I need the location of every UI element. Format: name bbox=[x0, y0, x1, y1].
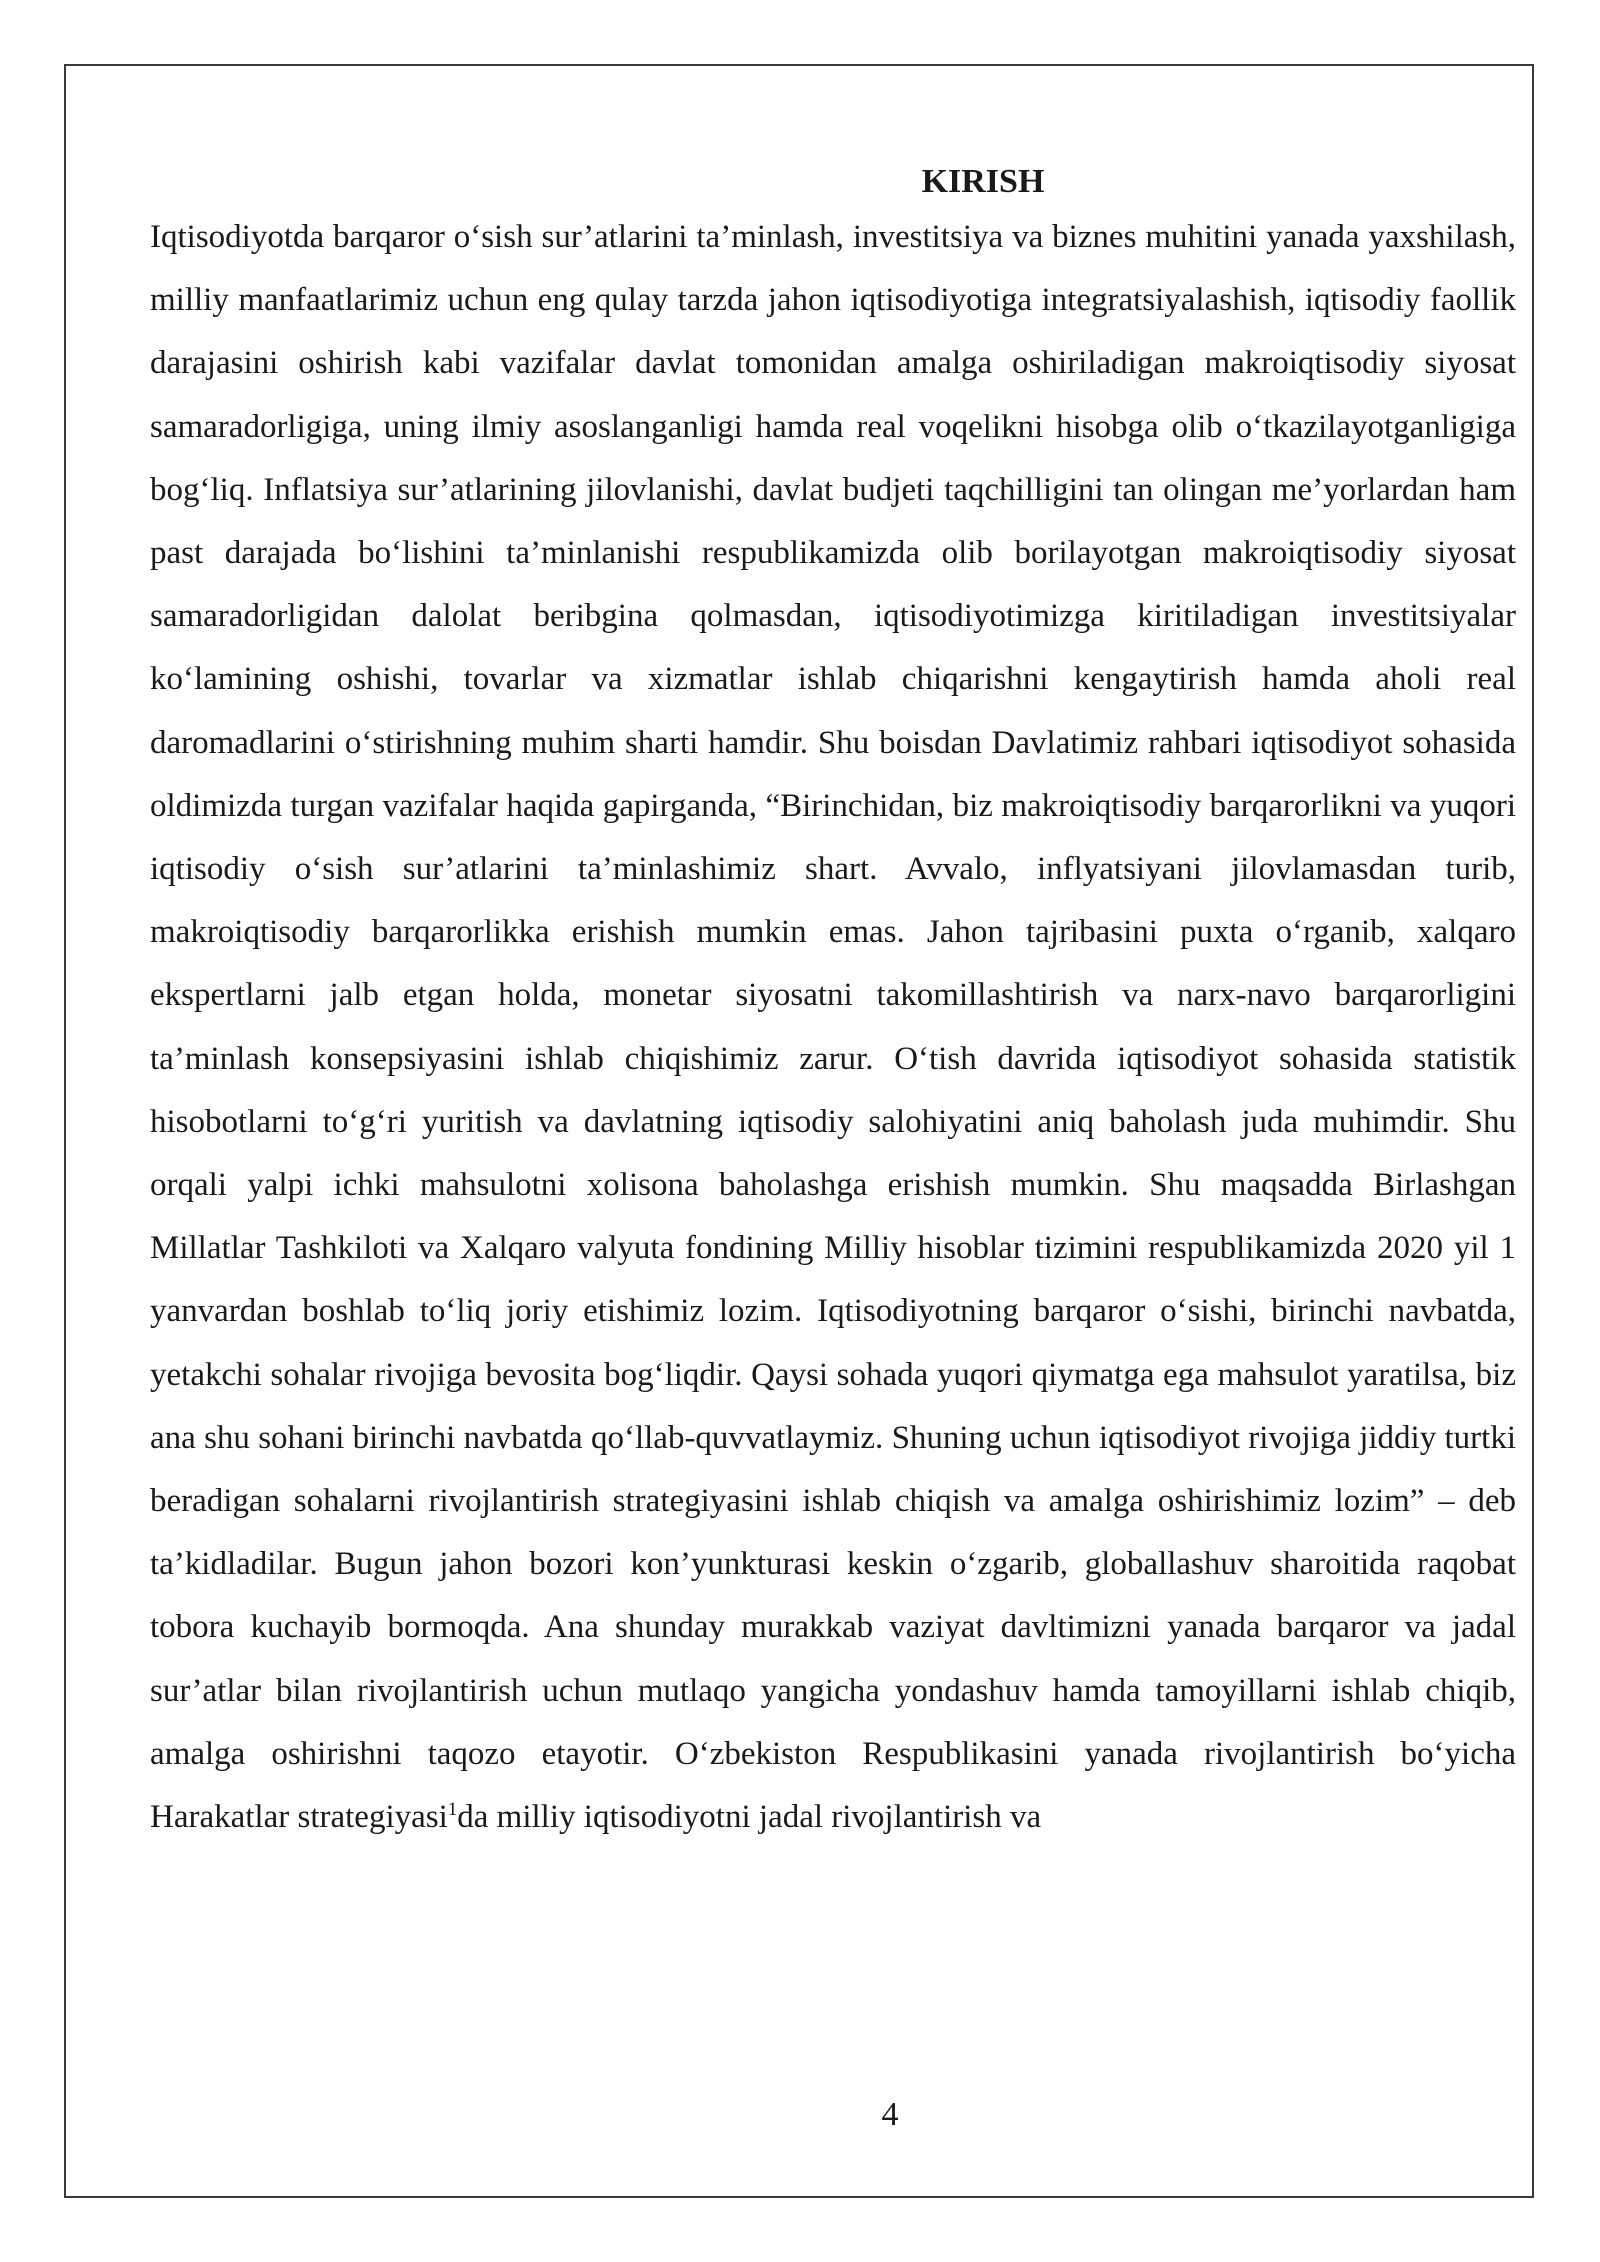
footnote-reference[interactable]: 1 bbox=[447, 1799, 458, 1821]
paragraph-text-tail: da milliy iqtisodiyotni jadal rivojlantirish va bbox=[457, 1799, 1042, 1836]
section-title: KIRISH bbox=[921, 163, 1045, 200]
page-content bbox=[150, 158, 1516, 2058]
body-paragraph bbox=[150, 206, 1516, 1849]
page-number: 4 bbox=[881, 2096, 899, 2133]
paragraph-text: Iqtisodiyotda barqaror o‘sish sur’atlarini ta’minlash, investitsiya va biznes muhitini yanada yaxshilash, milliy manfaatlarimiz uchun eng qulay tarzda jahon iqtisodiyotiga integratsiyalashish, iqtisodiy faollik darajasini oshirish kabi vazifalar davlat tomonidan amalga oshiriladigan makroiqtisodiy siyosat samaradorligiga, uning ilmiy asoslanganligi hamda real voqelikni hisobga olib o‘tkazilayotganligiga bog‘liq. Inflatsiya sur’atlarining jilovlanishi, davlat budjeti taqchilligini tan olingan me’yorlardan ham past darajada bo‘lishini ta’minlanishi respublikamizda olib borilayotgan makroiqtisodiy siyosat samaradorligidan dalolat beribgina qolmasdan, iqtisodiyotimizga kiritiladigan investitsiyalar ko‘lamining oshishi, tovarlar va xizmatlar ishlab chiqarishni kengaytirish hamda aholi real daromadlarini o‘stirishning muhim sharti hamdir. Shu boisdan Davlatimiz rahbari iqtisodiyot sohasida oldimizda turgan vazifalar haqida gapirganda, “Birinchidan, biz makroiqtisodiy barqarorlikni va yuqori iqtisodiy o‘sish sur’atlarini ta’minlashimiz shart. Avvalo, inflyatsiyani jilovlamasdan turib, makroiqtisodiy barqarorlikka erishish mumkin emas. Jahon tajribasini puxta o‘rganib, xalqaro ekspertlarni jalb etgan holda, monetar siyosatni takomillashtirish va narx-navo barqarorligini ta’minlash konsepsiyasini ishlab chiqishimiz zarur. O‘tish davrida iqtisodiyot sohasida statistik hisobotlarni to‘g‘ri yuritish va davlatning iqtisodiy salohiyatini aniq baholash juda muhimdir. Shu orqali yalpi ichki mahsulotni xolisona baholashga erishish mumkin. Shu maqsadda Birlashgan Millatlar Tashkiloti va Xalqaro valyuta fondining Milliy hisoblar tizimini respublikamizda 2020 yil 1 yanvardan boshlab to‘liq joriy etishimiz lozim. Iqtisodiyotning barqaror o‘sishi, birinchi navbatda, yetakchi sohalar rivojiga bevosita bog‘liqdir. Qaysi sohada yuqori qiymatga ega mahsulot yaratilsa, biz ana shu sohani birinchi navbatda qo‘llab-quvvatlaymiz. Shuning uchun iqtisodiyot rivojiga jiddiy turtki beradigan sohalarni rivojlantirish strategiyasini ishlab chiqish va amalga oshirishimiz lozim” – deb ta’kidladilar. Bugun jahon bozori kon’yunkturasi keskin o‘zgarib, globallashuv sharoitida raqobat tobora kuchayib bormoqda. Ana shunday murakkab vaziyat davltimizni yanada barqaror va jadal sur’atlar bilan rivojlantirish uchun mutlaqo yangicha yondashuv hamda tamoyillarni ishlab chiqib, amalga oshirishni taqozo etayotir. O‘zbekiston Respublikasini yanada rivojlantirish bo‘yicha Harakatlar strategiyasi bbox=[150, 219, 1516, 1836]
